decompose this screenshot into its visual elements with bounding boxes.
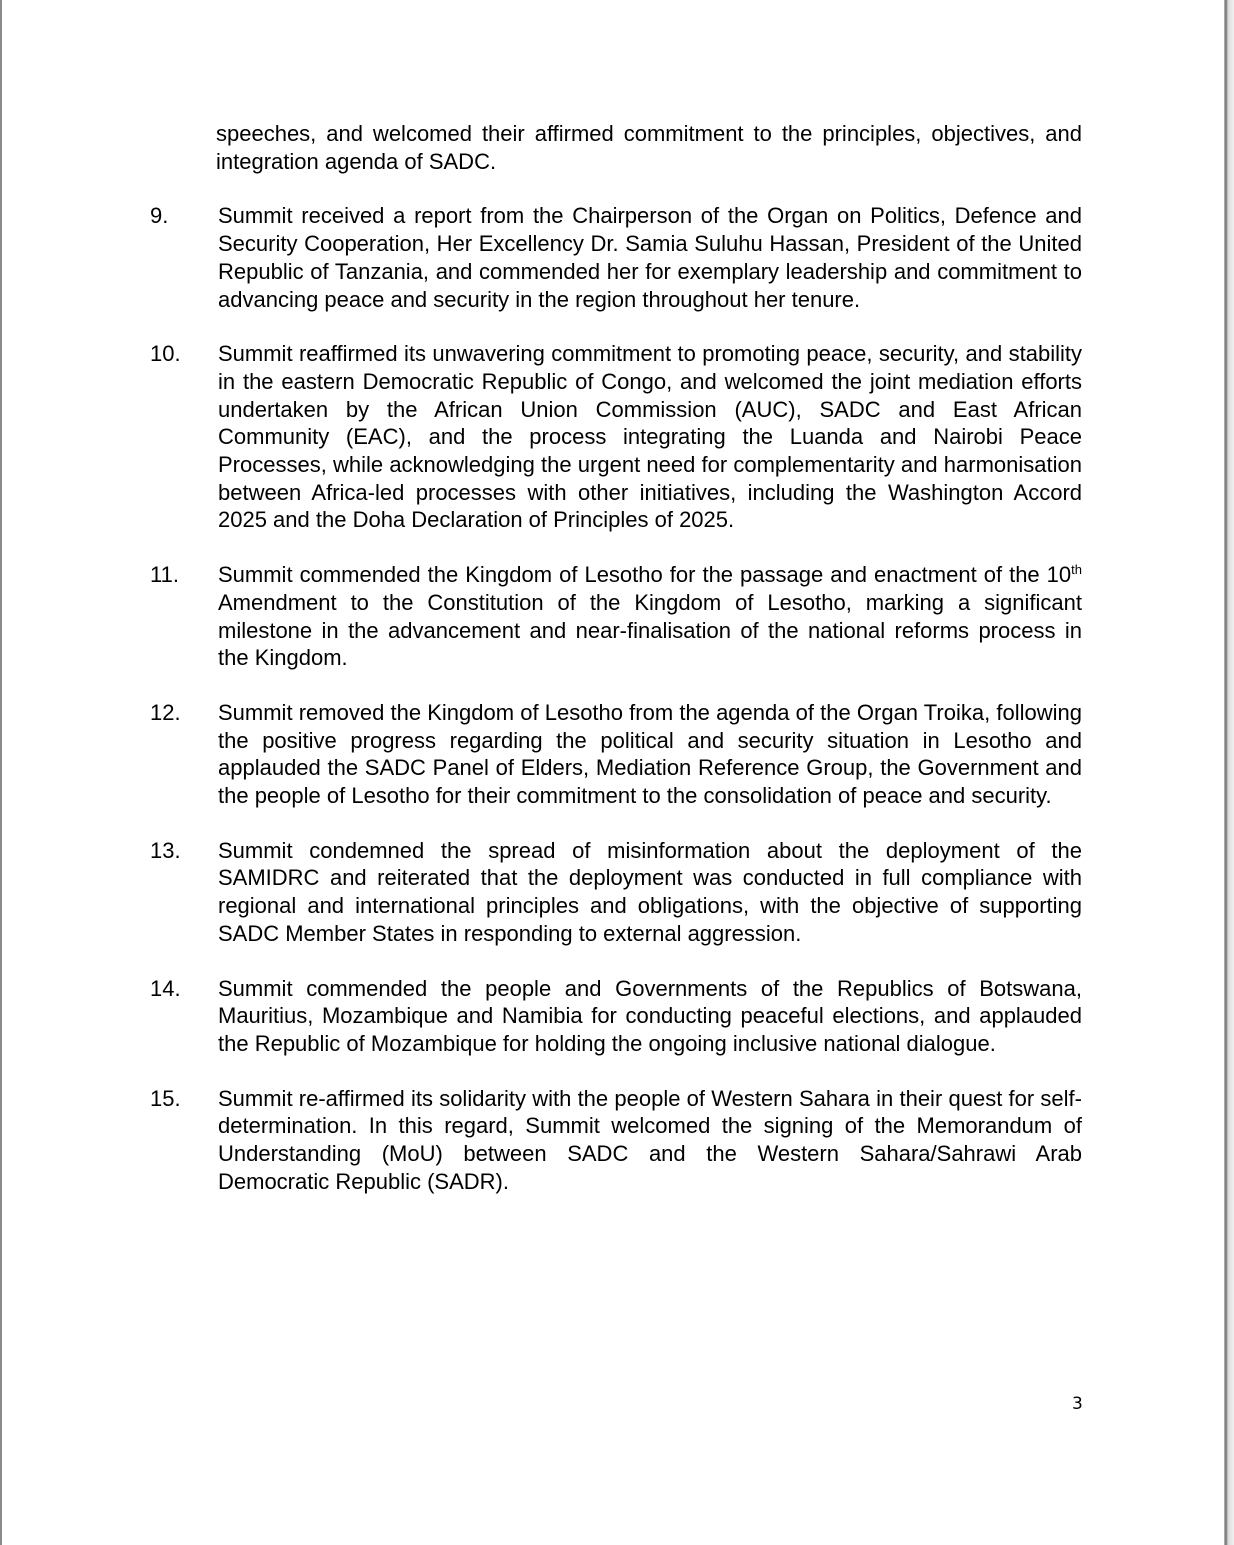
paragraph-text-part: Summit commended the Kingdom of Lesotho for the passage and enactment of the 10: [218, 562, 1072, 588]
paragraph-9: [0, 202, 1234, 313]
paragraph-text: Summit re-affirmed its solidarity with the people of Western Sahara in their quest for self-determination. In this regard, Summit welcomed the signing of the Memorandum of Understanding (MoU) between SADC and the Western Sahara/Sahrawi Arab Democratic Republic (SADR).: [218, 1085, 1082, 1194]
paragraph-15: [0, 1085, 1234, 1196]
paragraph-number: 10.: [150, 341, 181, 367]
paragraph-11: [0, 561, 1234, 672]
paragraph-13: [0, 837, 1234, 948]
document-body: [0, 120, 1234, 1223]
paragraph-text: Summit reaffirmed its unwavering commitment to promoting peace, security, and stability in the eastern Democratic Republic of Congo, and welcomed the joint mediation efforts undertaken by the African Union Commission (AUC), SADC and East African Community (EAC), and the process integrating the Luanda and Nairobi Peace Processes, while acknowledging the urgent need for complementarity and harmonisation between Africa-led processes with other initiatives, including the Washington Accord 2025 and the Doha Declaration of Principles of 2025.: [218, 341, 1082, 533]
paragraph-number: 14.: [150, 975, 181, 1001]
paragraph-text: Summit received a report from the Chairperson of the Organ on Politics, Defence and Security Cooperation, Her Excellency Dr. Samia Suluhu Hassan, President of the United Republic of Tanzania, and commended her for exemplary leadership and commitment to advancing peace and security in the region throughout her tenure.: [218, 203, 1082, 312]
continued-paragraph-text: speeches, and welcomed their affirmed commitment to the principles, objectives, and integration agenda of SADC.: [216, 121, 1082, 174]
paragraph-text: Summit removed the Kingdom of Lesotho from the agenda of the Organ Troika, following the positive progress regarding the political and security situation in Lesotho and applauded the SADC Panel of Elders, Mediation Reference Group, the Government and the people of Lesotho for their commitment to the consolidation of peace and security.: [218, 699, 1082, 809]
ordinal-superscript: th: [1071, 562, 1082, 578]
paragraph-text: [218, 561, 1082, 672]
paragraph-number: 9.: [150, 203, 169, 229]
paragraph-14: [0, 975, 1234, 1058]
paragraph-text-part: Amendment to the Constitution of the Kingdom of Lesotho, marking a significant milestone in the advancement and near-finalisation of the national reforms process in the Kingdom.: [218, 589, 1082, 671]
page-number: 3: [1072, 1394, 1083, 1414]
paragraph-12: [0, 699, 1234, 810]
continued-paragraph: [0, 120, 1234, 175]
paragraph-10: [0, 340, 1234, 534]
paragraph-text: Summit condemned the spread of misinformation about the deployment of the SAMIDRC and reiterated that the deployment was conducted in full compliance with regional and international principles and obligations, with the objective of supporting SADC Member States in responding to external aggression.: [218, 837, 1082, 946]
paragraph-number: 12.: [150, 699, 181, 725]
paragraph-number: 15.: [150, 1085, 181, 1111]
paragraph-number: 11.: [150, 562, 179, 588]
paragraph-number: 13.: [150, 837, 181, 863]
paragraph-text: Summit commended the people and Governments of the Republics of Botswana, Mauritius, Mozambique and Namibia for conducting peaceful elections, and applauded the Republic of Mozambique for holding the ongoing inclusive national dialogue.: [218, 975, 1082, 1056]
